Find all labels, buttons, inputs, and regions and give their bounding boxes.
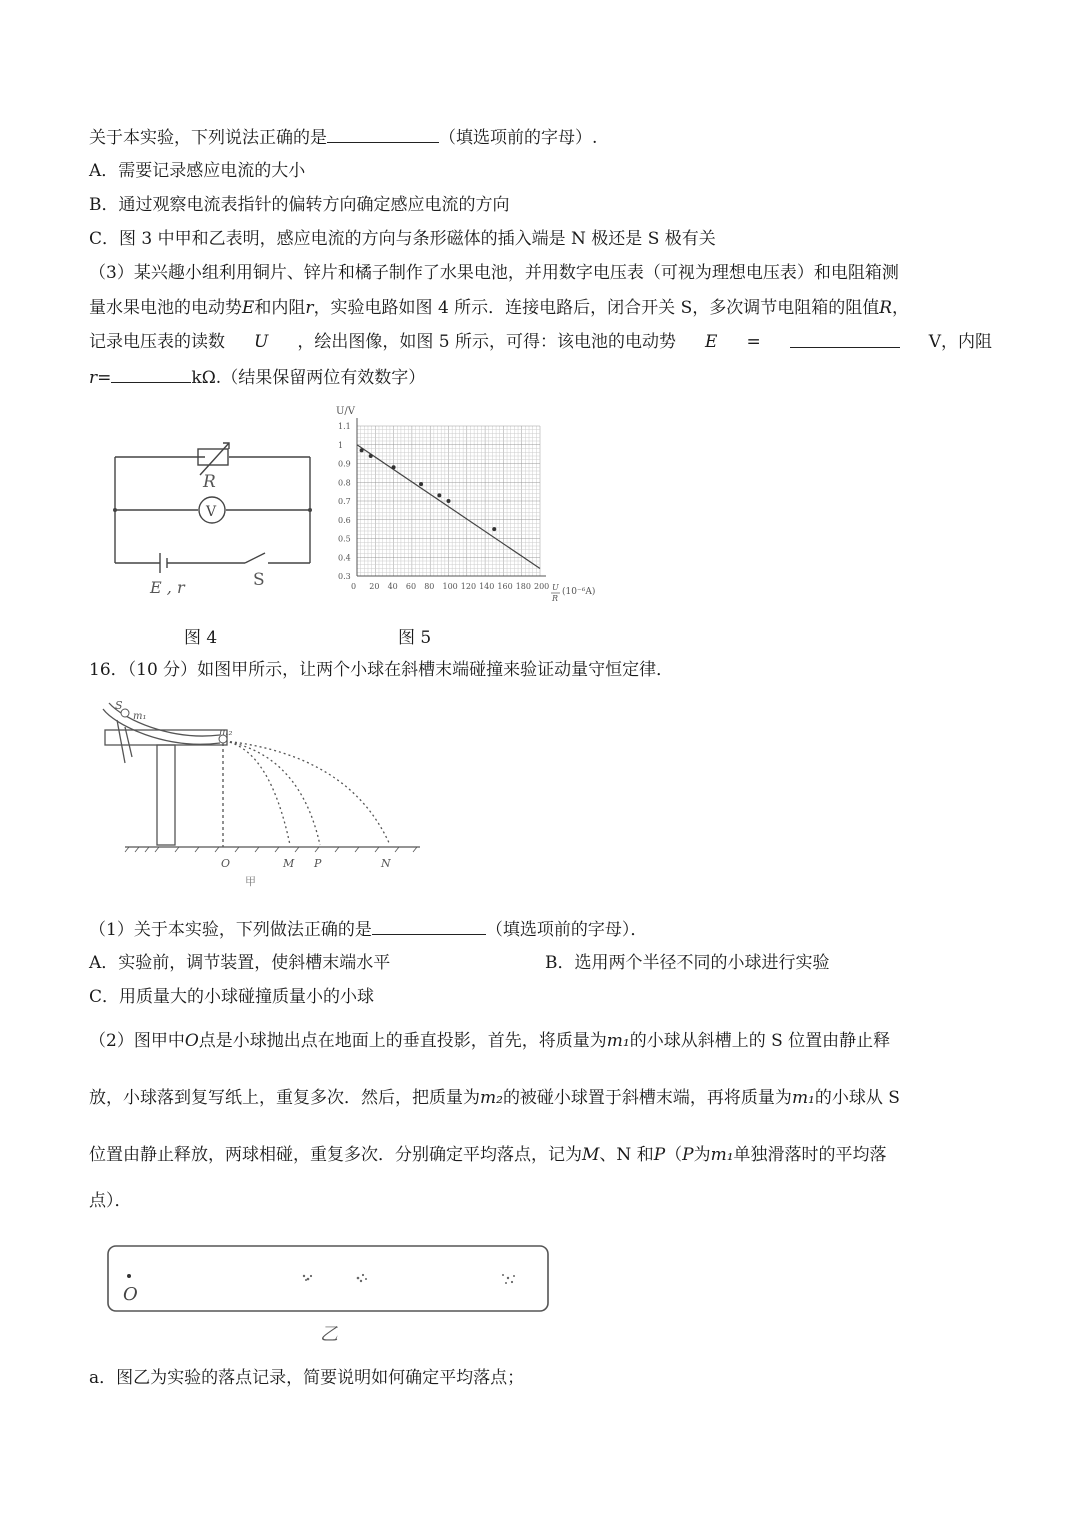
fig4-caption: 图 4: [184, 628, 218, 648]
x-tick-label: 140: [479, 582, 495, 591]
option-c: C．图 3 中甲和乙表明，感应电流的方向与条形磁体的插入端是 N 极还是 S 极有关: [89, 229, 716, 249]
q16-part2-line3: 位置由静止释放，两球相碰，重复多次．分别确定平均落点，记为M、N 和P（P为m₁单独滑落时的平均落: [89, 1145, 887, 1165]
x-axis-unit: (10⁻⁶A): [562, 587, 596, 597]
label-m2: m₂: [219, 727, 233, 738]
y-tick-label: 0.8: [338, 478, 351, 488]
y-tick-label: 1.1: [338, 422, 351, 431]
data-point: [392, 465, 396, 469]
data-point: [437, 493, 441, 497]
data-point: [419, 482, 423, 486]
q16-option-b: B．选用两个半径不同的小球进行实验: [545, 953, 830, 973]
resistor-label: R: [203, 472, 216, 492]
y-tick-label: 0.9: [338, 459, 351, 469]
stem-suffix: （填选项前的字母）.: [439, 128, 598, 148]
x-tick-label: 80: [424, 582, 435, 591]
q16-part2-line4: 点）．: [89, 1191, 132, 1211]
y-tick-label: 1: [338, 440, 344, 450]
data-point: [369, 454, 373, 458]
label-p: P: [314, 857, 322, 870]
switch-label: S: [253, 570, 265, 590]
label-s: S: [115, 699, 123, 712]
option-a: A．需要记录感应电流的大小: [89, 161, 306, 181]
q16-title: 16．（10 分）如图甲所示，让两个小球在斜槽末端碰撞来验证动量守恒定律．: [89, 660, 674, 680]
x-tick-label: 160: [497, 582, 513, 591]
origin-label: O: [123, 1284, 138, 1305]
voltmeter-label: V: [206, 504, 217, 520]
q3-line3: 记录电压表的读数 U ，绘出图像，如图 5 所示，可得：该电池的电动势 E = V，内阻: [89, 332, 992, 352]
data-point: [492, 527, 496, 531]
q16-option-a: A．实验前，调节装置，使斜槽末端水平: [89, 953, 391, 973]
x-tick-label: 180: [515, 582, 531, 591]
stem-text: 关于本实验，下列说法正确的是: [89, 128, 327, 148]
option-b: B．通过观察电流表指针的偏转方向确定感应电流的方向: [89, 195, 510, 215]
circuit-diagram: [105, 435, 320, 600]
x-tick-label: 40: [387, 582, 398, 591]
label-n: N: [381, 857, 391, 870]
u-ur-chart: [330, 398, 615, 603]
label-o: O: [221, 857, 231, 870]
fig5-caption: 图 5: [398, 628, 432, 648]
x-frac-den: R: [552, 594, 559, 603]
data-point: [447, 499, 451, 503]
q16-part2-line2: 放，小球落到复写纸上，重复多次．然后，把质量为m₂的被碰小球置于斜槽末端，再将质量为m₁的小球从 S: [89, 1088, 900, 1108]
y-tick-label: 0.3: [338, 572, 351, 581]
q3-line4: r= kΩ.（结果保留两位有效数字）: [89, 368, 426, 388]
fig-yi-caption: 乙: [320, 1324, 338, 1345]
y-tick-label: 0.6: [338, 515, 351, 525]
q16-part1: （1）关于本实验，下列做法正确的是 （填选项前的字母）．: [89, 920, 648, 940]
label-m: M: [283, 857, 295, 870]
q16-option-c: C．用质量大的小球碰撞质量小的小球: [89, 987, 375, 1007]
battery-label: E , r: [150, 578, 185, 597]
landing-record-figure: [100, 1238, 560, 1346]
question-stem: [89, 126, 597, 149]
label-m1: m₁: [133, 711, 147, 722]
data-point: [360, 448, 364, 452]
x-tick-label: 100: [442, 582, 458, 591]
x-tick-label: 0: [351, 582, 357, 591]
y-tick-label: 0.5: [338, 534, 351, 544]
q3-line1: （3）某兴趣小组利用铜片、锌片和橘子制作了水果电池，并用数字电压表（可视为理想电压表）和电阻箱测: [89, 263, 899, 283]
apparatus-figure: [95, 695, 425, 890]
q16-sub-a: a．图乙为实验的落点记录，简要说明如何确定平均落点；: [89, 1368, 525, 1388]
q3-line2: 量水果电池的电动势E和内阻r，实验电路如图 4 所示．连接电路后，闭合开关 S，多次调节电阻箱的阻值R，: [89, 298, 910, 318]
y-axis-label: U/V: [336, 406, 356, 417]
q16-part2-line1: （2）图甲中O点是小球抛出点在地面上的垂直投影，首先，将质量为m₁的小球从斜槽上的 S 位置由静止释: [89, 1031, 891, 1051]
x-frac-num: U: [552, 583, 559, 592]
emf-blank[interactable]: [790, 331, 900, 348]
answer-blank[interactable]: [327, 126, 439, 143]
x-tick-label: 120: [460, 582, 477, 591]
x-tick-label: 200: [534, 582, 550, 591]
y-tick-label: 0.4: [338, 553, 351, 563]
x-tick-label: 60: [405, 582, 417, 591]
fig-jia-caption: 甲: [245, 875, 256, 888]
q16-part1-blank[interactable]: [372, 918, 486, 935]
resistance-blank[interactable]: [111, 366, 191, 383]
y-tick-label: 0.7: [338, 497, 351, 506]
x-tick-label: 20: [369, 582, 380, 591]
